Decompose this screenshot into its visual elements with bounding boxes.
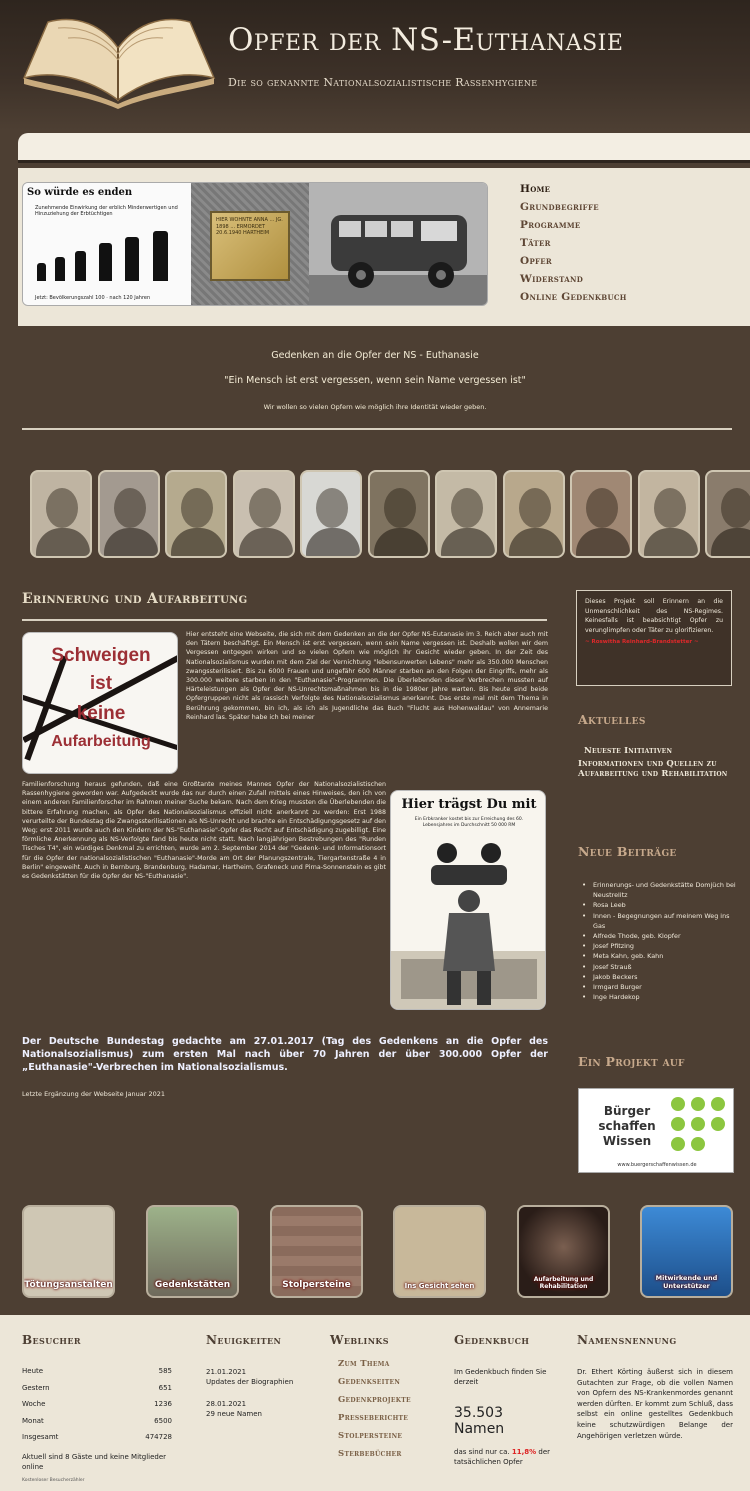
intro-quote: "Ein Mensch ist erst vergessen, wenn sein Name vergessen ist" [224, 375, 526, 386]
post-link[interactable]: • Inge Hardekop [582, 992, 742, 1002]
main-nav [520, 180, 740, 306]
tile-gedenkstaetten[interactable] [146, 1205, 239, 1298]
last-update-note: Letzte Ergänzung der Webseite Januar 2021 [22, 1090, 166, 1098]
gedenkbuch-column [454, 1315, 554, 1467]
news-text: 29 neue Namen [206, 1410, 262, 1418]
stolperstein-photo [191, 183, 309, 306]
news-date: 21.01.2021 [206, 1368, 247, 1376]
online-users-note: Aktuell sind 8 Gäste und keine Mitglieder online [22, 1452, 167, 1471]
tile-ins-gesicht-sehen[interactable] [393, 1205, 486, 1298]
tile-stolpersteine[interactable] [270, 1205, 363, 1298]
tile-toetungsanstalten[interactable] [22, 1205, 115, 1298]
post-link[interactable]: • Rosa Leeb [582, 900, 742, 910]
victim-portrait[interactable] [503, 470, 565, 558]
portrait-shoulders [644, 528, 698, 558]
figure-icon [125, 237, 139, 281]
visitor-row [22, 1400, 172, 1417]
victim-portrait[interactable] [165, 470, 227, 558]
visitor-row [22, 1417, 172, 1434]
post-link[interactable]: • Irmgard Burger [582, 982, 742, 992]
post-link[interactable]: • Innen - Begegnungen auf meinem Weg ins Gas [582, 911, 742, 931]
visitor-label: Monat [22, 1416, 44, 1425]
victim-portrait[interactable] [98, 470, 160, 558]
weblink-zum-thema[interactable]: Zum Thema [338, 1359, 390, 1369]
top-bar [18, 133, 750, 163]
poster-subtitle: Ein Erbkranker kostet bis zur Erreichung des 60. Lebensjahres im Durchschnitt 50 000 RM [414, 817, 524, 828]
figure-icon [75, 251, 86, 281]
recent-posts-list [582, 880, 742, 1002]
image-word: keine [76, 703, 126, 724]
site-header [0, 0, 750, 130]
link-informationen-quellen[interactable]: Informationen und Quellen zu Aufarbeitung und Rehabilitation [578, 758, 728, 779]
namensnennung-text: Dr. Ethert Körting äußerst sich in diesem Gutachten zur Frage, ob die vollen Namen von Opfern des NS-Krankenmordes genannt werden dürften. Er kommt zum Schluß, dass selbst ein online gestelltes Gedenkbuch keine schutzwürdigen Belange der Angehörigen verletzen würde. [577, 1368, 733, 1440]
besucher-heading: Besucher [22, 1333, 81, 1347]
weblink-gedenkprojekte[interactable]: Gedenkprojekte [338, 1395, 411, 1405]
nav-home[interactable]: Home [520, 183, 551, 195]
poster-title: Hier trägst Du mit [401, 797, 537, 812]
tile-label: Ins Gesicht sehen [404, 1282, 475, 1290]
portrait-face [114, 488, 146, 528]
image-word: ist [89, 673, 113, 694]
intro-heading: Gedenken an die Opfer der NS - Euthanasie [271, 350, 479, 361]
hero-photo-strip [22, 182, 488, 306]
share-prefix: das sind nur ca. [454, 1448, 510, 1456]
weblink-gedenkseiten[interactable]: Gedenkseiten [338, 1377, 401, 1387]
victim-portrait[interactable] [368, 470, 430, 558]
tile-mitwirkende[interactable] [640, 1205, 733, 1298]
portrait-shoulders [239, 528, 293, 558]
portrait-shoulders [441, 528, 495, 558]
portrait-shoulders [374, 528, 428, 558]
aktuelles-heading: Aktuelles [578, 712, 646, 727]
visitor-row [22, 1384, 172, 1401]
logo-dot-icon [671, 1137, 685, 1151]
victim-portrait[interactable] [705, 470, 750, 558]
tile-label: Tötungsanstalten [24, 1280, 113, 1290]
grey-bus-photo [309, 183, 488, 306]
portrait-face [451, 488, 483, 528]
share-percent: 11,8% [511, 1448, 537, 1456]
nav-taeter[interactable]: Täter [520, 237, 551, 249]
projekt-heading: Ein Projekt auf [578, 1054, 685, 1069]
logo-dot-icon [711, 1097, 725, 1111]
logo-url: www.buergerschaffenwissen.de [617, 1162, 697, 1168]
disclaimer-text: Dieses Projekt soll Erinnern an die Unmenschlichkeit des NS-Regimes. Keinesfalls ist beabsichtigt Opfer zu verunglimpfen oder Täter zu glorifizieren. [585, 598, 723, 634]
share-suffix: der tatsächlichen Opfer [454, 1448, 551, 1466]
victim-portrait[interactable] [570, 470, 632, 558]
tile-label: Gedenkstätten [154, 1280, 231, 1290]
visitor-value: 6500 [154, 1416, 172, 1425]
hero-panel [18, 168, 750, 326]
visitor-value: 474728 [145, 1433, 172, 1441]
aktuelles-links [578, 746, 738, 780]
tile-label: Mitwirkende und Unterstützer [655, 1274, 718, 1290]
portrait-face [46, 488, 78, 528]
article-paragraph: Familienforschung heraus gefunden, daß eine Großtante meines Mannes Opfer der Nationalsozialistischen Rassenhygiene geworden war. Aufgedeckt wurde das nur durch einen Zufall mittels eines Hinweises, den ich von einem anderen Familienforscher im Rahmen meiner Suche bekam. Nach dem Krieg mussten die Überlebenden die bittere Erfahrung machen, als Opfer des Nationalsozialismus offiziell nicht anerkannt zu werden: Erst 1988 verurteilte der Bundestag die Zwangssterilisationen als NS-Unrecht und brachte ein Entschädigungsgesetz auf den Weg; erst 2011 wurde auch den Kindern der NS-"Euthanasie"-Opfer das Recht auf Entschädigung zugebilligt. Eine förmliche Anerkennung als NS-Verfolgte fand bis heute nicht statt. Nach langjährigen Bestrebungen des "Runden Tisches T4", ein würdiges Denkmal zu errichten, wurde am 2. September 2014 der "Gedenk- und Informationsort für die Opfer der nationalsozialistischen "Euthanasie"-Morde am Ort der Planungszentrale, Tiergartenstraße 4 in Berlin" eingeweiht. Auch in Bernburg, Brandenburg, Hadamar, Hartheim, Grafeneck und Pirna-Sonnenstein es gibt es Gedenkstätten für die Opfer der NS-"Euthanasie". [22, 781, 386, 881]
neue-beitraege-heading: Neue Beiträge [578, 844, 677, 859]
site-subtitle: Die so genannte Nationalsozialistische Rassenhygiene [228, 76, 538, 89]
figure-icon [153, 231, 168, 281]
gedenkbuch-unit: Namen [454, 1421, 505, 1437]
portrait-shoulders [171, 528, 225, 558]
portrait-face [519, 488, 551, 528]
article-paragraph: Hier entsteht eine Webseite, die sich mit dem Gedenken an die der Opfer NS-Eutanasie im 3. Reich aber auch mit den Tätern beschäftigt. Ein Mensch ist erst vergessen, wenn sein Name vergessen ist. Deshalb wollen wir dem Vergessen entgegen wirken und so vielen Opfern wie möglich ihr Gesicht wieder geben. In der Zeit des Nationalsozialismus wurden mit dem Ziel der Vernichtung "lebensunwerten Lebens" mehr als 350.000 Menschen zwangssterilisiert. Bis zu 6000 Frauen und ungefähr 600 Männer starben an den Folgen der Eingriffs, mehr als 300.000 weitere starben in den "Euthanasie"-Programmen. Die Überlebenden dieser Verbrechen mussten auf Härteleistungen als Opfer der NS-Unrechtsmaßnahmen bis in die 1980er Jahre warten. Bis heute sind beide Opfergruppen nicht als rassisch Verfolgte des Nationalsozialismus anerkannt. Das erste mal mit dem Thema in Berührung gekommen, bin ich, als ich als Jugendliche das Buch "Flucht aus Hohenwaldau" von Annemarie Reinhard las. Später habe ich bei meiner [186, 631, 548, 721]
victim-portrait[interactable] [233, 470, 295, 558]
victim-portrait[interactable] [30, 470, 92, 558]
divider [22, 619, 547, 621]
portrait-shoulders [576, 528, 630, 558]
poster-footer: Jetzt: Bevölkerungszahl 100 · nach 120 Jahren [35, 295, 151, 301]
poster-subtitle: Zunehmende Einwirkung der erblich Minderwertigen und Hinzuziehung der Erbtüchtigen [35, 205, 178, 217]
neuigkeiten-heading: Neuigkeiten [206, 1333, 282, 1347]
schweigen-image [22, 632, 178, 774]
weblinks-column [330, 1315, 411, 1463]
portrait-shoulders [104, 528, 158, 558]
logo-dot-icon [671, 1117, 685, 1131]
intro-mission: Wir wollen so vielen Opfern wie möglich ihre Identität wieder geben. [263, 403, 487, 411]
counter-credit[interactable]: Kostenloser Besucherzähler [22, 1477, 85, 1483]
gedenkbuch-heading: Gedenkbuch [454, 1333, 530, 1347]
site-footer [0, 1315, 750, 1491]
logo-dot-icon [691, 1117, 705, 1131]
nav-programme[interactable]: Programme [520, 219, 581, 231]
tile-label: Aufarbeitung und Rehabilitation [533, 1276, 594, 1290]
gedenkbuch-intro[interactable]: Im Gedenkbuch finden Sie derzeit [454, 1368, 547, 1386]
visitor-value: 585 [158, 1367, 172, 1375]
logo-dot-icon [711, 1117, 725, 1131]
portrait-face [586, 488, 618, 528]
logo-text: Bürger schaffen Wissen [598, 1104, 656, 1148]
poster-illustration [391, 831, 546, 1010]
portrait-face [249, 488, 281, 528]
visitor-row [22, 1367, 172, 1384]
category-tiles [0, 1205, 750, 1300]
site-title[interactable]: Opfer der NS-Euthanasie [228, 22, 624, 58]
disclaimer-box [576, 590, 732, 686]
news-text: Updates der Biographien [206, 1378, 294, 1386]
portrait-shoulders [306, 528, 360, 558]
weblink-sterbebuecher[interactable]: Sterbebücher [338, 1449, 402, 1459]
poster-title: So würde es enden [27, 187, 133, 198]
open-book-icon [18, 8, 218, 110]
gedenkbuch-count: 35.503 [454, 1405, 503, 1421]
propaganda-chart-photo [23, 183, 191, 306]
portrait-shoulders [36, 528, 90, 558]
post-link[interactable]: • Erinnerungs- und Gedenkstätte Domjüch bei Neustrelitz [582, 880, 742, 900]
visitor-value: 1236 [154, 1400, 172, 1408]
portrait-face [384, 488, 416, 528]
namensnennung-column [577, 1315, 733, 1441]
namensnennung-heading: Namensnennung [577, 1333, 677, 1347]
weblink-presseberichte[interactable]: Presseberichte [338, 1413, 409, 1423]
bundestag-statement: Der Deutsche Bundestag gedachte am 27.01.2017 (Tag des Gedenkens an die Opfer des Nationalsozialismus) zum ersten Mal nach über 70 Jahren der über 300.000 Opfer der „Euthanasie"-Verbrechen im Nationalsozialismus. [22, 1036, 548, 1073]
image-word: Schweigen [51, 645, 151, 666]
figure-icon [99, 243, 112, 281]
tile-label: Stolpersteine [282, 1280, 351, 1290]
image-word: Aufarbeitung [51, 733, 151, 750]
visitor-label: Heute [22, 1367, 44, 1375]
post-link[interactable]: • Meta Kahn, geb. Kahn [582, 951, 742, 961]
weblink-stolpersteine[interactable]: Stolpersteine [338, 1431, 403, 1441]
divider [22, 428, 732, 430]
portrait-shoulders [509, 528, 563, 558]
figure-icon [37, 263, 46, 281]
news-column [206, 1315, 316, 1419]
post-link[interactable]: • Josef Strauß [582, 962, 742, 972]
buerger-schaffen-wissen-logo[interactable] [578, 1088, 734, 1173]
nav-grundbegriffe[interactable]: Grundbegriffe [520, 201, 599, 213]
portrait-face [181, 488, 213, 528]
victim-portrait-carousel [30, 470, 750, 560]
visitor-counter [22, 1315, 172, 1483]
visitor-value: 651 [158, 1383, 172, 1392]
post-link[interactable]: • Jakob Beckers [582, 972, 742, 982]
nav-widerstand[interactable]: Widerstand [520, 273, 584, 285]
post-link[interactable]: • Alfrede Thode, geb. Klopfer [582, 931, 742, 941]
victim-portrait[interactable] [638, 470, 700, 558]
portrait-face [721, 488, 750, 528]
nav-online-gedenkbuch[interactable]: Online Gedenkbuch [520, 291, 627, 303]
portrait-shoulders [711, 528, 750, 558]
disclaimer-signature: ~ Roswitha Reinhard-Brandstetter ~ [585, 639, 699, 646]
visitor-label: Woche [22, 1400, 46, 1408]
victim-portrait[interactable] [300, 470, 362, 558]
figure-icon [55, 257, 65, 281]
tile-aufarbeitung[interactable] [517, 1205, 610, 1298]
gedenkbuch-share [454, 1447, 554, 1467]
visitor-row [22, 1433, 172, 1450]
portrait-face [316, 488, 348, 528]
article-heading: Erinnerung und Aufarbeitung [22, 591, 248, 607]
weblinks-heading: Weblinks [330, 1333, 389, 1347]
news-date: 28.01.2021 [206, 1400, 247, 1408]
victim-portrait[interactable] [435, 470, 497, 558]
stone-inscription: HIER WOHNTE ANNA ... JG. 1898 ... ERMORDET 20.6.1940 HARTHEIM [216, 217, 283, 236]
visitor-label: Insgesamt [22, 1433, 59, 1441]
logo-dot-icon [671, 1097, 685, 1111]
nav-opfer[interactable]: Opfer [520, 255, 553, 267]
portrait-face [654, 488, 686, 528]
post-link[interactable]: • Josef Pfitzing [582, 941, 742, 951]
logo-dot-icon [691, 1097, 705, 1111]
link-neueste-initiativen[interactable]: Neueste Initiativen [584, 746, 673, 756]
visitor-label: Gestern [22, 1383, 50, 1392]
stolperstein-plate [210, 211, 290, 281]
logo-dot-icon [691, 1137, 705, 1151]
propaganda-poster-image [390, 790, 546, 1010]
